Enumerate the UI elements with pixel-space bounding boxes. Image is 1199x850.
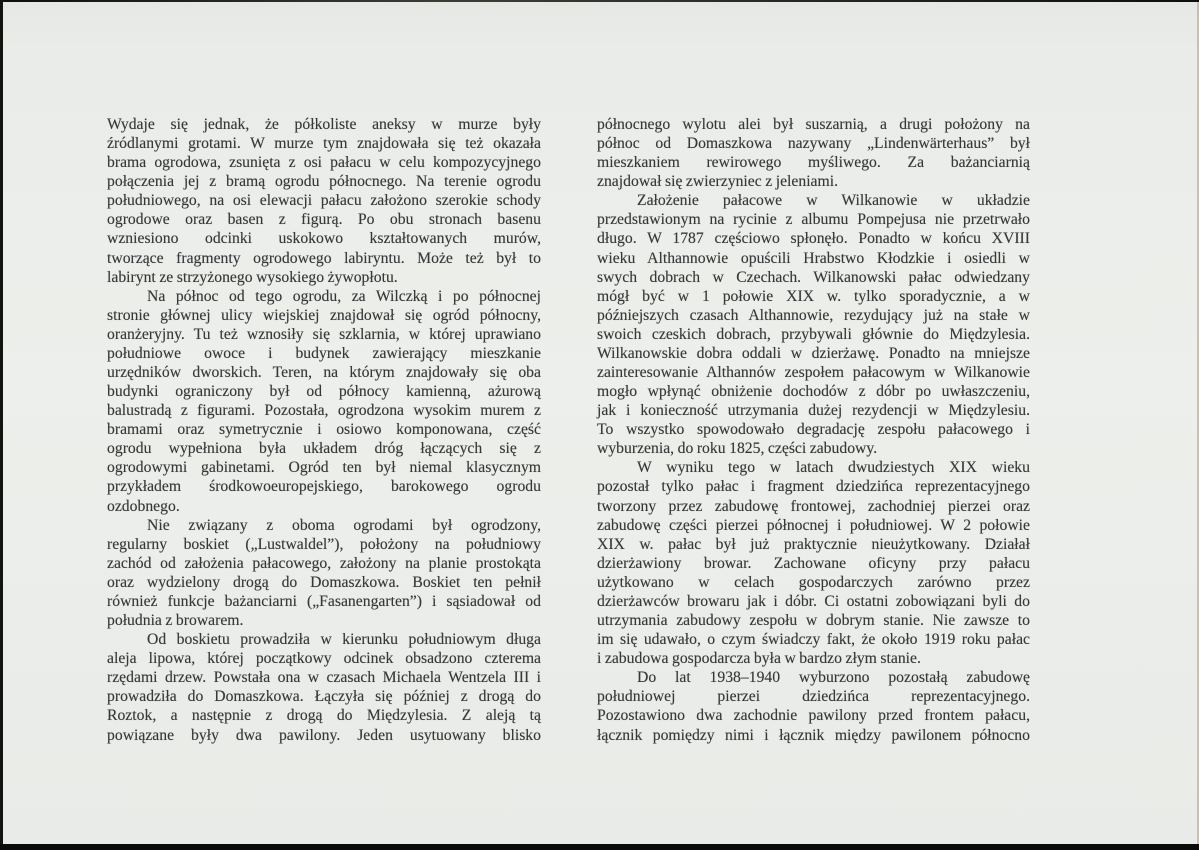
text-line: Założenie pałacowe w Wilkanowie w układzie bbox=[637, 192, 1030, 210]
text-line: źródlanymi grotami. W murze tym znajdowała się też okazała bbox=[107, 135, 541, 153]
text-line: swych dobrach w Czechach. Wilkanowski pałac odwiedzany bbox=[597, 268, 1030, 286]
text-line: balustradą z figurami. Pozostała, ogrodzona wysokim murem z bbox=[107, 402, 541, 420]
text-line: długo. W 1787 częściowo spłonęło. Ponadto w końcu XVIII bbox=[597, 230, 1030, 248]
text-line: znajdował się zwierzyniec z jeleniami. bbox=[597, 173, 839, 191]
text-line: Od boskietu prowadziła w kierunku południowym długa bbox=[147, 631, 541, 649]
text-line: To wszystko spowodowało degradację zespołu pałacowego i bbox=[597, 421, 1030, 439]
text-line: Pozostawiono dwa zachodnie pawilony przed frontem pałacu, bbox=[597, 707, 1030, 725]
text-line: Nie związany z oboma ogrodami był ogrodzony, bbox=[147, 516, 541, 534]
text-line: mógł być w 1 połowie XIX w. tylko sporadycznie, a w bbox=[597, 287, 1030, 305]
text-line: Wydaje się jednak, że półkoliste aneksy w murze były bbox=[107, 116, 541, 133]
text-line: wzniesiono odcinki uskokowo kształtowanych murów, bbox=[107, 230, 541, 248]
paragraph bbox=[107, 287, 541, 516]
text-line: bramami oraz symetrycznie i osiowo komponowana, część bbox=[107, 421, 541, 439]
text-line: wyburzenia, do roku 1825, części zabudowy. bbox=[597, 440, 878, 458]
text-line: południowe owoce i budynek zawierający mieszkanie bbox=[107, 344, 541, 362]
text-line: tworzące fragmenty ogrodowego labiryntu. Może też był to bbox=[107, 249, 541, 267]
text-line: oranżeryjny. Tu też wznosiły się szklarnia, w której uprawiano bbox=[107, 325, 541, 343]
text-line: południowej pierzei dziedzińca reprezentacyjnego. bbox=[597, 688, 1030, 706]
text-line: użytkowano w celach gospodarczych zarówno przez bbox=[597, 573, 1030, 591]
text-line: Do lat 1938–1940 wyburzono pozostałą zabudowę bbox=[637, 669, 1030, 687]
text-line: im się udawało, o czym świadczy fakt, że około 1919 roku pałac bbox=[597, 631, 1030, 649]
text-column-right bbox=[597, 115, 1030, 745]
text-line: mieszkaniem rewirowego myśliwego. Za bażanciarnią bbox=[597, 154, 1030, 172]
text-line: jak i konieczność utrzymania dużej rezydencji w Międzylesiu. bbox=[597, 402, 1030, 420]
text-column-left bbox=[107, 115, 541, 745]
text-line: dzierżawców browaru jak i dóbr. Ci ostatni zobowiązani byli do bbox=[597, 592, 1030, 610]
text-line: tworzony przez zabudowę frontowej, zachodniej pierzei oraz bbox=[597, 497, 1030, 515]
text-line: rzędami drzew. Powstała ona w czasach Michaela Wentzela III i bbox=[107, 669, 541, 687]
text-line: ogrodowymi gabinetami. Ogród ten był niemal klasycznym bbox=[107, 459, 541, 477]
text-line: zainteresowanie Althannów zespołem pałacowym w Wilkanowie bbox=[597, 364, 1030, 382]
text-line: Roztok, a następnie z drogą do Międzylesia. Z aleją tą bbox=[107, 707, 541, 725]
text-line: aleja lipowa, której początkowy odcinek obsadzono czterema bbox=[107, 650, 541, 668]
paragraph bbox=[597, 668, 1030, 744]
text-line: przedstawionym na rycinie z albumu Pompejusa nie przetrwało bbox=[597, 211, 1030, 229]
text-line: prowadziła do Domaszkowa. Łączyła się później z drogą do bbox=[107, 688, 541, 706]
text-line: ogrodowe oraz basen z figurą. Po obu stronach basenu bbox=[107, 211, 541, 229]
paragraph bbox=[597, 191, 1030, 458]
text-line: powiązane były dwa pawilony. Jeden usytuowany blisko bbox=[107, 726, 541, 744]
paragraph bbox=[107, 630, 541, 744]
text-line: przykładem środkowoeuropejskiego, barokowego ogrodu bbox=[107, 478, 541, 496]
text-line: urzędników dworskich. Teren, na którym znajdowały się oba bbox=[107, 364, 541, 382]
text-line: połączenia jej z bramą ogrodu północnego. Na terenie ogrodu bbox=[107, 173, 541, 191]
paragraph bbox=[597, 458, 1030, 668]
paragraph bbox=[597, 115, 1030, 191]
text-line: Wilkanowskie dobra oddali w dzierżawę. Ponadto na mniejsze bbox=[597, 344, 1030, 362]
scan-edge-bottom bbox=[0, 844, 1199, 850]
text-line: ogrodu wypełniona była układem dróg łączących się z bbox=[107, 440, 541, 458]
text-line: W wyniku tego w latach dwudziestych XIX wieku bbox=[637, 459, 1030, 477]
text-line: również funkcje bażanciarni („Fasanengarten”) i sąsiadował od bbox=[107, 592, 541, 610]
text-line: południowego, na osi elewacji pałacu założono szerokie schody bbox=[107, 192, 541, 210]
paragraph bbox=[107, 516, 541, 630]
text-line: brama ogrodowa, zsunięta z osi pałacu w celu kompozycyjnego bbox=[107, 154, 541, 172]
scan-edge-left bbox=[0, 0, 3, 850]
text-line: utrzymania zabudowy zespołu w dobrym stanie. Nie zawsze to bbox=[597, 612, 1030, 630]
text-line: labirynt ze strzyżonego wysokiego żywopłotu. bbox=[107, 268, 398, 286]
text-line: i zabudowa gospodarcza była w bardzo złym stanie. bbox=[597, 650, 921, 668]
text-line: wieku Althannowie opuścili Hrabstwo Kłodzkie i osiedli w bbox=[597, 249, 1030, 267]
text-line: północnego wylotu alei był suszarnią, a drugi położony na bbox=[597, 116, 1030, 133]
paragraph bbox=[107, 115, 541, 287]
text-line: zachód od założenia pałacowego, założony na planie prostokąta bbox=[107, 554, 541, 572]
text-line: północ od Domaszkowa nazywany „Lindenwärterhaus” był bbox=[597, 135, 1030, 153]
text-line: Na północ od tego ogrodu, za Wilczką i po północnej bbox=[147, 287, 541, 305]
text-line: zabudowę części pierzei północnej i południowej. W 2 połowie bbox=[597, 516, 1030, 534]
text-line: łącznik pomiędzy nimi i łącznik między pawilonem północno bbox=[597, 726, 1030, 744]
text-line: dzierżawiony browar. Zachowane oficyny przy pałacu bbox=[597, 554, 1030, 572]
text-line: ozdobnego. bbox=[107, 497, 180, 515]
text-line: XIX w. pałac był już praktycznie nieużytkowany. Działał bbox=[597, 535, 1030, 553]
text-line: późniejszych czasach Althannowie, rezydujący już na stałe w bbox=[597, 306, 1030, 324]
text-line: regularny boskiet („Lustwaldel”), położony na południowy bbox=[107, 535, 541, 553]
text-line: południa z browarem. bbox=[107, 612, 244, 630]
text-line: oraz wydzielony drogą do Domaszkowa. Boskiet ten pełnił bbox=[107, 573, 541, 591]
scan-edge-top bbox=[0, 0, 1199, 2]
text-line: pozostał tylko pałac i fragment dziedzińca reprezentacyjnego bbox=[597, 478, 1030, 496]
text-line: budynki ograniczony był od północy kamienną, ażurową bbox=[107, 383, 541, 401]
text-line: swoich czeskich dobrach, przybywali głównie do Międzylesia. bbox=[597, 325, 1030, 343]
text-line: mogło wpłynąć obniżenie dochodów z dóbr po uwłaszczeniu, bbox=[597, 383, 1030, 401]
text-line: stronie głównej ulicy wiejskiej znajdował się ogród północny, bbox=[107, 306, 541, 324]
